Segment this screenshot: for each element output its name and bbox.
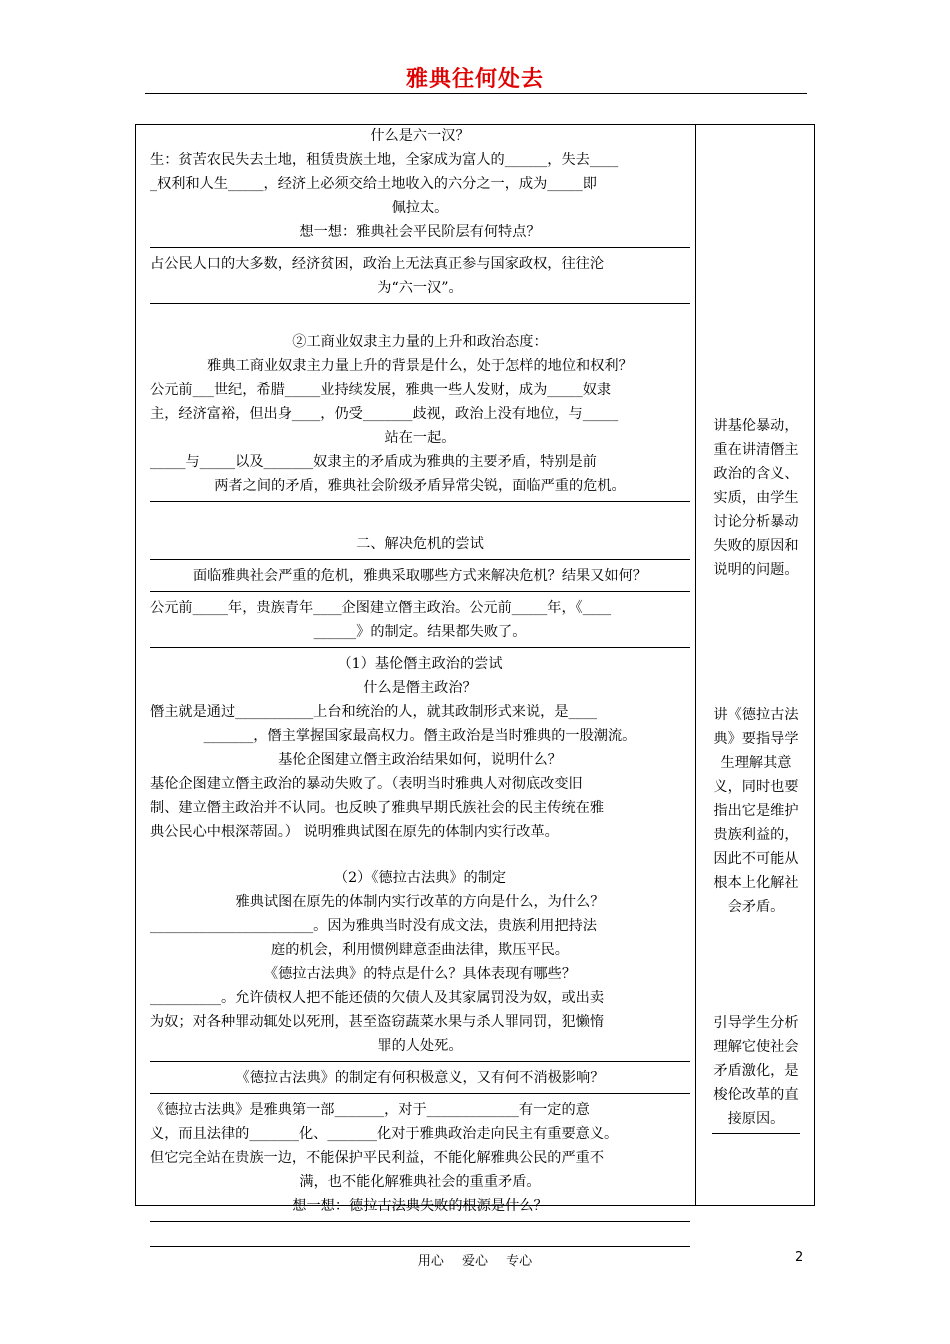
answer-text: _____与_____以及_______奴隶主的矛盾成为雅典的主要矛盾，特别是前: [150, 454, 597, 470]
answer-text: 典公民心中根深蒂固。） 说明雅典试图在原先的体制内实行改革。: [150, 824, 559, 840]
answer-rule: [150, 1061, 690, 1062]
note-line: 失败的原因和: [713, 538, 799, 554]
answer-rule: [150, 591, 690, 592]
answer-text: ______》的制定。结果都失败了。: [313, 624, 527, 640]
note-line: 引导学生分析: [713, 1015, 799, 1031]
answer-rule: [150, 303, 690, 304]
note-line: 说明的问题。: [713, 562, 799, 578]
answer-text: 占公民人口的大多数，经济贫困，政治上无法真正参与国家政权，往往沦: [150, 256, 605, 272]
section-heading: 二、解决危机的尝试: [356, 536, 484, 552]
answer-text: __________。允许债权人把不能还债的欠债人及其家属罚没为奴，或出卖: [150, 990, 605, 1006]
answer-text: 主，经济富裕，但出身____，仍受_______歧视，政治上没有地位，与_____: [150, 406, 619, 422]
answer-text: 义，而且法律的_______化、_______化对于雅典政治走向民主有重要意义。: [150, 1126, 619, 1142]
note-line: 指出它是维护: [713, 803, 799, 819]
answer-text: 满，也不能化解雅典社会的重重矛盾。: [299, 1174, 541, 1190]
main-column: [150, 124, 690, 1247]
answer-text: _权利和人生_____，经济上必须交给土地收入的六分之一，成为_____即: [150, 176, 597, 192]
note-line: 讲《德拉古法: [713, 707, 799, 723]
note-line: 贵族利益的，: [713, 827, 799, 843]
answer-text: 制、建立僭主政治并不认同。也反映了雅典早期氏族社会的民主传统在雅: [150, 800, 605, 816]
note-line: 义，同时也要: [713, 779, 799, 795]
column-divider: [695, 124, 696, 1206]
answer-text: 站在一起。: [384, 430, 456, 446]
answer-text: 两者之间的矛盾，雅典社会阶级矛盾异常尖锐，面临严重的危机。: [214, 478, 626, 494]
question-text: 什么是六一汉？: [370, 128, 470, 144]
teaching-note-solon: [702, 1011, 810, 1134]
page-number: 2: [795, 1250, 804, 1265]
question-text: 雅典试图在原先的体制内实行改革的方向是什么，为什么？: [235, 894, 605, 910]
answer-rule: [150, 1093, 690, 1094]
answer-text: _______，僭主掌握国家最高权力。僭主政治是当时雅典的一股潮流。: [203, 728, 637, 744]
note-line: 梭伦改革的直: [713, 1087, 799, 1103]
note-line: 重在讲清僭主: [713, 442, 799, 458]
teaching-note-kylon: [702, 414, 810, 582]
answer-rule: [150, 247, 690, 248]
think-question: 想一想：德拉古法典失败的根源是什么？: [292, 1198, 548, 1214]
answer-text: _______________________。因为雅典当时没有成文法，贵族利用把持法: [150, 918, 597, 934]
section-subheading: （2）《德拉古法典》的制定: [333, 870, 507, 886]
question-text: 什么是僭主政治？: [363, 680, 477, 696]
page-title: 雅典往何处去: [405, 67, 544, 92]
title-underline: [145, 93, 807, 94]
answer-rule: [150, 1221, 690, 1222]
section-subheading: ②工商业奴隶主力量的上升和政治态度：: [292, 334, 548, 350]
question-text: 基伦企图建立僭主政治结果如何，说明什么？: [278, 752, 562, 768]
note-line: 讨论分析暴动: [713, 514, 799, 530]
answer-rule: [150, 501, 690, 502]
answer-text: 生：贫苦农民失去土地，租赁贵族土地，全家成为富人的______，失去____: [150, 152, 619, 168]
note-line: 理解它使社会: [713, 1039, 799, 1055]
answer-rule: [150, 647, 690, 648]
section-subheading: （1）基伦僭主政治的尝试: [337, 656, 503, 672]
note-line: 实质，由学生: [713, 490, 799, 506]
answer-text: 为奴；对各种罪动辄处以死刑，甚至盗窃蔬菜水果与杀人罪同罚，犯懒惰: [150, 1014, 605, 1030]
note-line: 生理解其意: [720, 755, 792, 771]
footer-motto: 用心 爱心 专心: [417, 1254, 533, 1269]
answer-text: 基伦企图建立僭主政治的暴动失败了。（表明当时雅典人对彻底改变旧: [150, 776, 583, 792]
answer-text: 庭的机会，利用惯例肆意歪曲法律，欺压平民。: [271, 942, 569, 958]
think-question: 想一想：雅典社会平民阶层有何特点？: [299, 224, 541, 240]
question-text: 《德拉古法典》的特点是什么？具体表现有哪些？: [263, 966, 577, 982]
answer-text: 罪的人处死。: [377, 1038, 463, 1054]
answer-rule: [150, 559, 690, 560]
note-line: 根本上化解社: [713, 875, 799, 891]
question-text: 雅典工商业奴隶主力量上升的背景是什么，处于怎样的地位和权利？: [207, 358, 633, 374]
answer-text: 公元前___世纪，希腊_____业持续发展，雅典一些人发财，成为_____奴隶: [150, 382, 612, 398]
note-line: 接原因。: [727, 1111, 785, 1127]
question-text: 《德拉古法典》的制定有何积极意义，又有何不消极影响？: [235, 1070, 605, 1086]
answer-rule: [150, 1246, 690, 1247]
answer-text: 佩拉太。: [391, 200, 449, 216]
teaching-note-draco: [702, 703, 810, 919]
note-line: 典》要指导学: [713, 731, 799, 747]
note-line: 矛盾激化，是: [713, 1063, 799, 1079]
question-text: 面临雅典社会严重的危机，雅典采取哪些方式来解决危机？结果又如何？: [192, 568, 647, 584]
answer-text: 为“六一汉”。: [377, 280, 463, 296]
note-line: 因此不可能从: [713, 851, 799, 867]
note-underline: [712, 1133, 800, 1134]
answer-text: 但它完全站在贵族一边，不能保护平民利益，不能化解雅典公民的严重不: [150, 1150, 605, 1166]
note-line: 政治的含义、: [713, 466, 799, 482]
answer-text: 公元前_____年，贵族青年____企图建立僭主政治。公元前_____年，《____: [150, 600, 612, 616]
note-line: 讲基伦暴动，: [713, 418, 799, 434]
answer-text: 《德拉古法典》是雅典第一部_______，对于_____________有一定的意: [150, 1102, 590, 1118]
answer-text: 僭主就是通过___________上台和统治的人，就其政制形式来说，是____: [150, 704, 597, 720]
note-line: 会矛盾。: [727, 899, 785, 915]
